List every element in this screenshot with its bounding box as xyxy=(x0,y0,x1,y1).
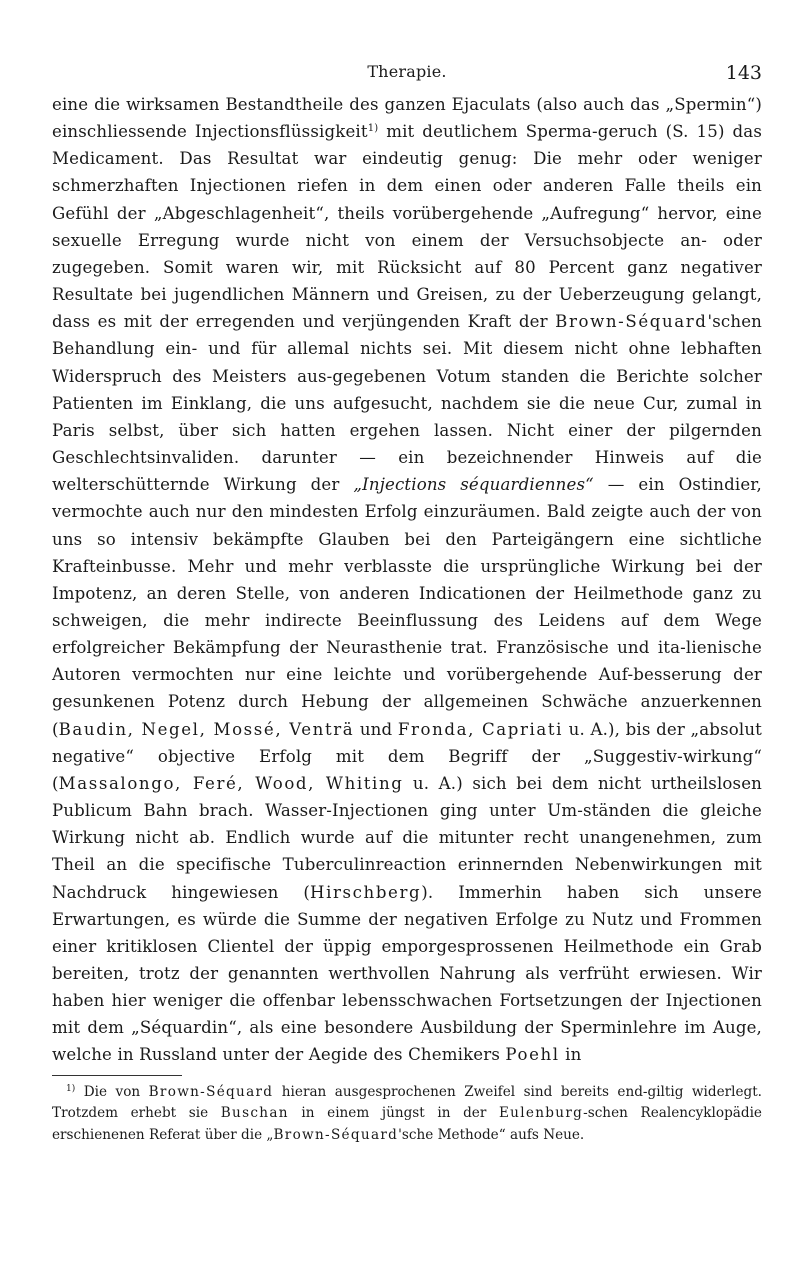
text-run: in xyxy=(559,1045,582,1065)
text-run: — ein Ostindier, vermochte auch nur den mindesten Erfolg einzuräumen. Bald zeigte auch der von uns so intensiv bekämpfte Glauben bei den Parteigängern eine sichtliche Krafteinbusse. Mehr und mehr verblasste die ursprüngliche Wirkung bei der Impotenz, an deren Stelle, von anderen Indicationen der Heilmethode ganz zu schweigen, die mehr indirecte Beeinflussung des Leidens auf dem Wege erfolgreicher Bekämpfung der Neurasthenie trat. Französische und ita-lienische Autoren vermochten nur eine leichte und vorübergehende Auf-besserung der gesunkenen Potenz durch Hebung der allgemeinen Schwäche anzuerkennen ( xyxy=(52,475,762,739)
footnote-mark: 1) xyxy=(66,1083,76,1094)
footnote-divider xyxy=(52,1075,182,1076)
author-name: Buschan xyxy=(220,1105,289,1122)
author-name: Brown-Séquard xyxy=(148,1083,274,1100)
author-names: Baudin, Negel, Mossé, Venträ xyxy=(58,719,355,739)
footnote-reference: 1) xyxy=(367,123,379,135)
author-name: Brown-Séquard xyxy=(273,1126,399,1143)
author-names: Massalongo, Feré, Wood, Whiting xyxy=(58,773,404,793)
author-name: Brown-Séquard xyxy=(555,312,708,332)
author-names: Fronda, Capriati xyxy=(397,719,564,739)
author-name: Hirschberg xyxy=(310,882,422,902)
main-paragraph xyxy=(52,91,762,1069)
page-number: 143 xyxy=(725,62,762,84)
running-head: Therapie. xyxy=(367,62,447,81)
footnote-text: 'sche Methode“ aufs Neue. xyxy=(398,1126,585,1143)
text-run: u. A.) sich bei dem nicht urtheilslosen Publicum Bahn brach. Wasser-Injectionen ging unter Um-ständen die gleiche Wirkung nicht ab. Endlich wurde auf die mitunter recht unangenehmen, zum Theil an die specifische Tuberculinreaction erinnernden Nebenwirkungen mit Nachdruck hingewiesen ( xyxy=(52,773,763,902)
text-run: u. A.), bis der „absolut negative“ objective Erfolg mit dem Begriff der „Suggestiv-wirkung“ ( xyxy=(52,719,762,793)
author-name: Poehl xyxy=(505,1045,560,1065)
footnote xyxy=(52,1082,762,1147)
text-run: mit deutlichem Sperma-geruch (S. 15) das Medicament. Das Resultat war eindeutig genug: Die mehr oder weniger schmerzhaften Injectionen riefen in dem einen oder anderen Falle theils ein Gefühl der „Abgeschlagenheit“, theils vorübergehende „Aufregung“ hervor, eine sexuelle Erregung wurde nicht von einem der Versuchsobjecte an- oder zugegeben. Somit waren wir, mit Rücksicht auf 80 Percent ganz negativer Resultate bei jugendlichen Männern und Greisen, zu der Ueberzeugung gelangt, dass es mit der erregenden und verjüngenden Kraft der xyxy=(52,122,762,332)
footnote-text: -schen Realencyklopädie erschienenen Referat über die „ xyxy=(52,1105,762,1143)
text-run: und xyxy=(354,719,398,739)
text-run: eine die wirksamen Bestandtheile des ganzen Ejaculats (also auch das „Spermin“) einschliessende Injectionsflüssigkeit xyxy=(52,95,762,142)
page-header xyxy=(52,60,762,84)
text-run: ). Immerhin haben sich unsere Erwartungen, es würde die Summe der negativen Erfolge zu Nutz und Frommen einer kritiklosen Clientel der üppig emporgesprossenen Heilmethode ein Grab bereiten, trotz der genannten werthvollen Nahrung als verfrüht erwiesen. Wir haben hier weniger die offenbar lebensschwachen Fortsetzungen der Injectionen mit dem „Séquardin“, als eine besondere Ausbildung der Sperminlehre im Auge, welche in Russland unter der Aegide des Chemikers xyxy=(52,882,763,1065)
footnote-text: hieran ausgesprochenen Zweifel sind bereits end-giltig widerlegt. Trotzdem erhebt sie xyxy=(52,1083,762,1122)
text-run: 'schen Behandlung ein- und für allemal nichts sei. Mit diesem nicht ohne lebhaften Widerspruch des Meisters aus-gegebenen Votum standen die Berichte solcher Patienten im Einklang, die uns aufgesucht, nachdem sie die neue Cur, zumal in Paris selbst, über sich hatten ergehen lassen. Nicht einer der pilgernden Geschlechtsinvaliden. darunter — ein bezeichnender Hinweis auf die welterschütternde Wirkung der xyxy=(52,312,762,495)
footnote-text: Die von xyxy=(75,1083,149,1100)
emphasized-term: „Injections séquardiennes“ xyxy=(353,475,594,495)
author-name: Eulenburg xyxy=(498,1105,584,1122)
footnote-text: in einem jüngst in der xyxy=(288,1105,499,1122)
book-page xyxy=(52,60,762,1146)
